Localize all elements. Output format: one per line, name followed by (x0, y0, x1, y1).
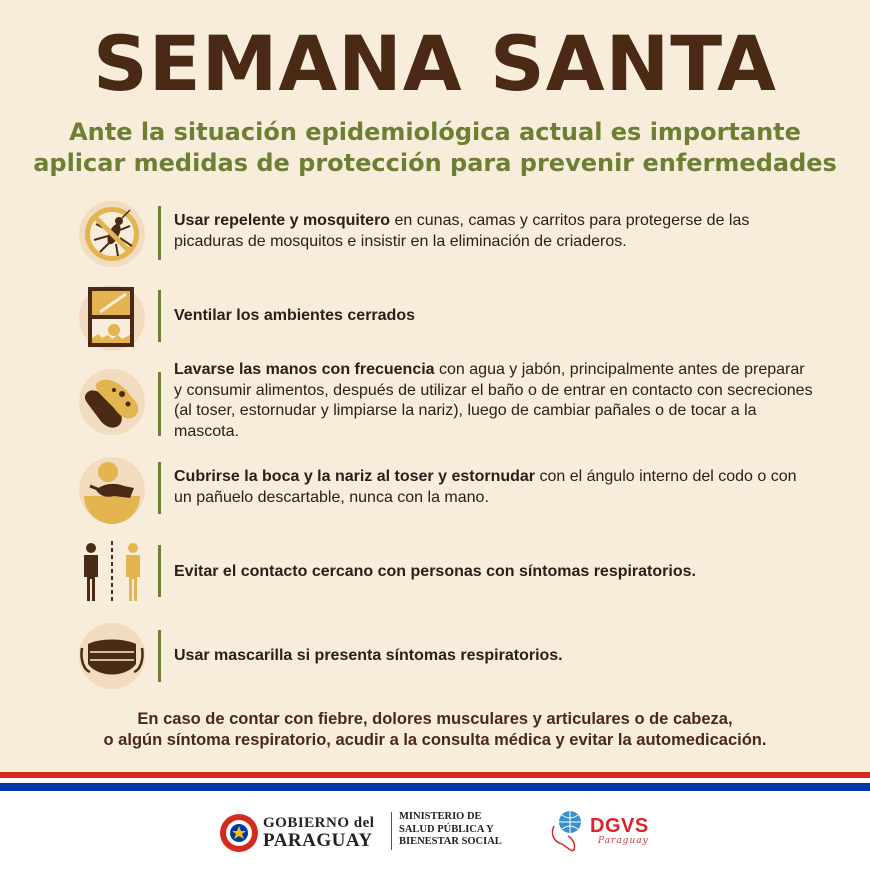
item-bold-text: Usar repelente y mosquitero (174, 212, 391, 229)
divider-bar (158, 290, 161, 342)
list-item (78, 200, 838, 268)
cough-elbow-icon (78, 456, 146, 524)
item-text (174, 211, 814, 252)
subtitle-line-2: aplicar medidas de protección para prevenir enfermedades (33, 149, 837, 177)
item-rest-text: en cunas, camas y carritos para protegerse de las picaduras de mosquitos e insistir en la eliminación de criaderos. (174, 212, 750, 250)
item-text (174, 562, 814, 583)
divider-bar (158, 372, 161, 436)
divider-bar (158, 630, 161, 682)
face-mask-icon (78, 622, 146, 690)
open-window-icon (78, 284, 146, 352)
list-item (78, 360, 838, 446)
list-item (78, 622, 838, 688)
footer-note (0, 709, 870, 751)
item-bold-text: Evitar el contacto cercano con personas con síntomas respiratorios. (174, 563, 696, 580)
item-bold-text: Lavarse las manos con frecuencia (174, 361, 435, 378)
subtitle (0, 117, 870, 179)
item-text (174, 360, 814, 442)
ministerio-line-2: SALUD PÚBLICA Y (399, 823, 494, 835)
list-item (78, 284, 838, 348)
item-bold-text: Usar mascarilla si presenta síntomas respiratorios. (174, 647, 563, 664)
divider-bar (158, 206, 161, 260)
footer-note-line-1: En caso de contar con fiebre, dolores musculares y articulares o de cabeza, (137, 710, 733, 728)
ministerio-line-3: BIENESTAR SOCIAL (399, 836, 502, 847)
item-bold-text: Ventilar los ambientes cerrados (174, 307, 415, 324)
item-rest-text: con el ángulo interno del codo o con un pañuelo descartable, nunca con la mano. (174, 468, 797, 506)
dgvs-sub-text: Paraguay (598, 836, 649, 846)
gobierno-emblem-icon (218, 812, 260, 854)
mosquito-prohibited-icon (78, 200, 146, 268)
flag-stripe-blue (0, 783, 870, 791)
item-text (174, 467, 814, 508)
subtitle-line-1: Ante la situación epidemiológica actual es importante (69, 118, 801, 146)
list-item (78, 538, 838, 604)
hand-washing-icon (78, 368, 146, 436)
divider-bar (158, 462, 161, 514)
item-text (174, 306, 814, 327)
social-distance-icon (78, 538, 146, 606)
gobierno-line-1: GOBIERNO del (263, 815, 375, 831)
list-item (78, 456, 838, 520)
gobierno-line-2: PARAGUAY (263, 830, 373, 851)
footer-note-line-2: o algún síntoma respiratorio, acudir a la consulta médica y evitar la automedicación. (103, 731, 767, 749)
logo-divider (391, 812, 392, 850)
item-bold-text: Cubrirse la boca y la nariz al toser y estornudar (174, 468, 536, 485)
item-rest-text: con agua y jabón, principalmente antes de preparar y consumir alimentos, después de utilizar el baño o de entrar en contacto con secreciones (al toser, estornudar y limpiarse la nariz), luego de cambiar pañales o de tocar a la mascota. (174, 361, 813, 440)
item-text (174, 646, 814, 667)
dgvs-globe-icon (546, 808, 594, 854)
page-title: SEMANA SANTA (93, 19, 777, 108)
ministerio-text (399, 811, 502, 849)
divider-bar (158, 545, 161, 597)
ministerio-line-1: MINISTERIO DE (399, 811, 482, 822)
dgvs-logo-text: DGVS (590, 815, 649, 837)
